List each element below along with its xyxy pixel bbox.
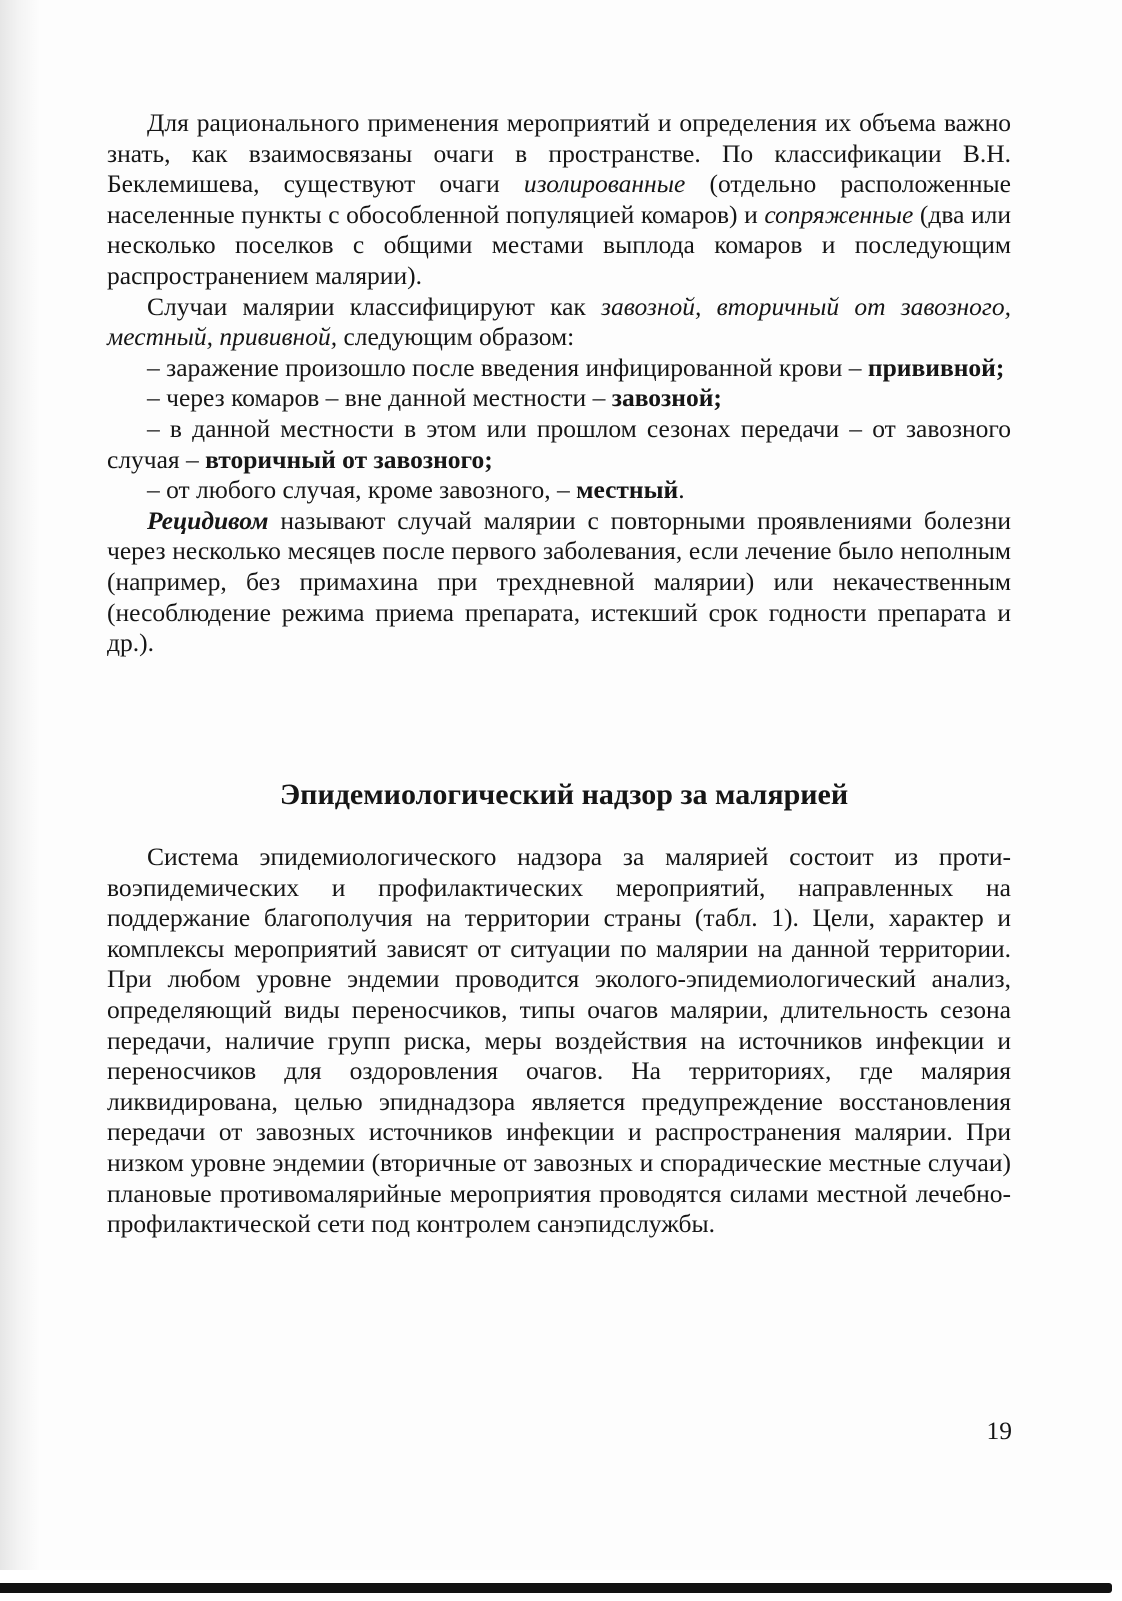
bold-italic-term: Рецидивом <box>147 505 269 535</box>
paragraph-case-classification <box>107 292 1011 353</box>
text-segment: называют случай малярии с повторными проявлениями болезни через несколько месяцев после первого заболевания, если лечение было неполным (например, без примахина при трехдневной малярии) или некачественным (несоблюдение режима приема препарата, истекший срок годности препарата и др.). <box>107 505 1011 658</box>
bold-term: прививной; <box>867 352 1005 382</box>
page-gutter-shadow <box>0 0 40 1601</box>
bottom-text-block <box>107 842 1011 1240</box>
bold-term: вторичный от завозного; <box>205 444 493 474</box>
text-segment: – от любого случая, кроме завозного, – <box>147 475 577 505</box>
text-segment: – в данной местности в этом или прошлом сезонах передачи – от завозного случая – <box>107 413 1011 474</box>
paragraph-foci-classification <box>107 108 1011 292</box>
text-segment: следующим образом: <box>337 322 575 352</box>
paragraph-relapse <box>107 506 1011 659</box>
top-text-block <box>107 108 1011 659</box>
italic-term: сопряженные <box>764 199 914 229</box>
text-segment: . <box>678 475 685 505</box>
text-segment: – заражение произошло после введения инфицированной крови – <box>147 352 868 382</box>
section-heading: Эпидемиологический надзор за малярией <box>279 778 849 811</box>
italic-term: завозной, вторичный от завозного, местный, прививной, <box>107 291 1012 352</box>
page-number: 19 <box>986 1416 1012 1445</box>
paragraph-surveillance <box>107 842 1011 1240</box>
text-segment: (отдельно расположенные населенные пункты с обособленной популяцией комаров) и <box>107 169 1011 229</box>
list-item-transfusion <box>107 353 1011 384</box>
list-item-imported <box>107 383 1011 414</box>
text-segment: Система эпидемиологического надзора за малярией состоит из противоэпидемических и профилактических мероприятий, направленных на поддержание благополучия на территории страны (табл. 1). Цели, характер и комплексы мероприятий зависят от ситуации по малярии на данной территории. При любом уровне эндемии проводится эколого-эпидемиологический анализ, определяющий виды переносчиков, типы очагов малярии, длительность сезона передачи, наличие групп риска, меры воздействия на источников инфекции и переносчиков для оздоровления очагов. На территориях, где малярия ликвидирована, целью эпиднадзора является предупреждение восстановления передачи от завозных источников инфекции и распространения малярии. При низком уровне эндемии (вторичные от завозных и спорадические местные случаи) плановые противомалярийные мероприятия проводятся силами местной лечебно-профилактической сети под контролем санэпидслужбы. <box>107 842 1011 1239</box>
text-segment: Случаи малярии классифицируют как <box>147 291 602 321</box>
text-segment: (два или несколько поселков с общими местами выплода комаров и последующим распространением малярии). <box>107 199 1011 290</box>
list-item-local <box>107 475 1011 506</box>
text-segment: Для рационального применения мероприятий и определения их объема важно знать, как взаимосвязаны очаги в пространстве. По классификации В.Н. Беклемишева, существуют очаги <box>107 108 1011 199</box>
list-item-secondary <box>107 414 1011 475</box>
bold-term: местный <box>576 475 679 505</box>
text-segment: – через комаров – вне данной местности – <box>147 383 612 413</box>
italic-term: изолированные <box>523 169 686 199</box>
bold-term: завозной; <box>611 383 722 413</box>
scan-edge-line <box>0 1583 1112 1593</box>
